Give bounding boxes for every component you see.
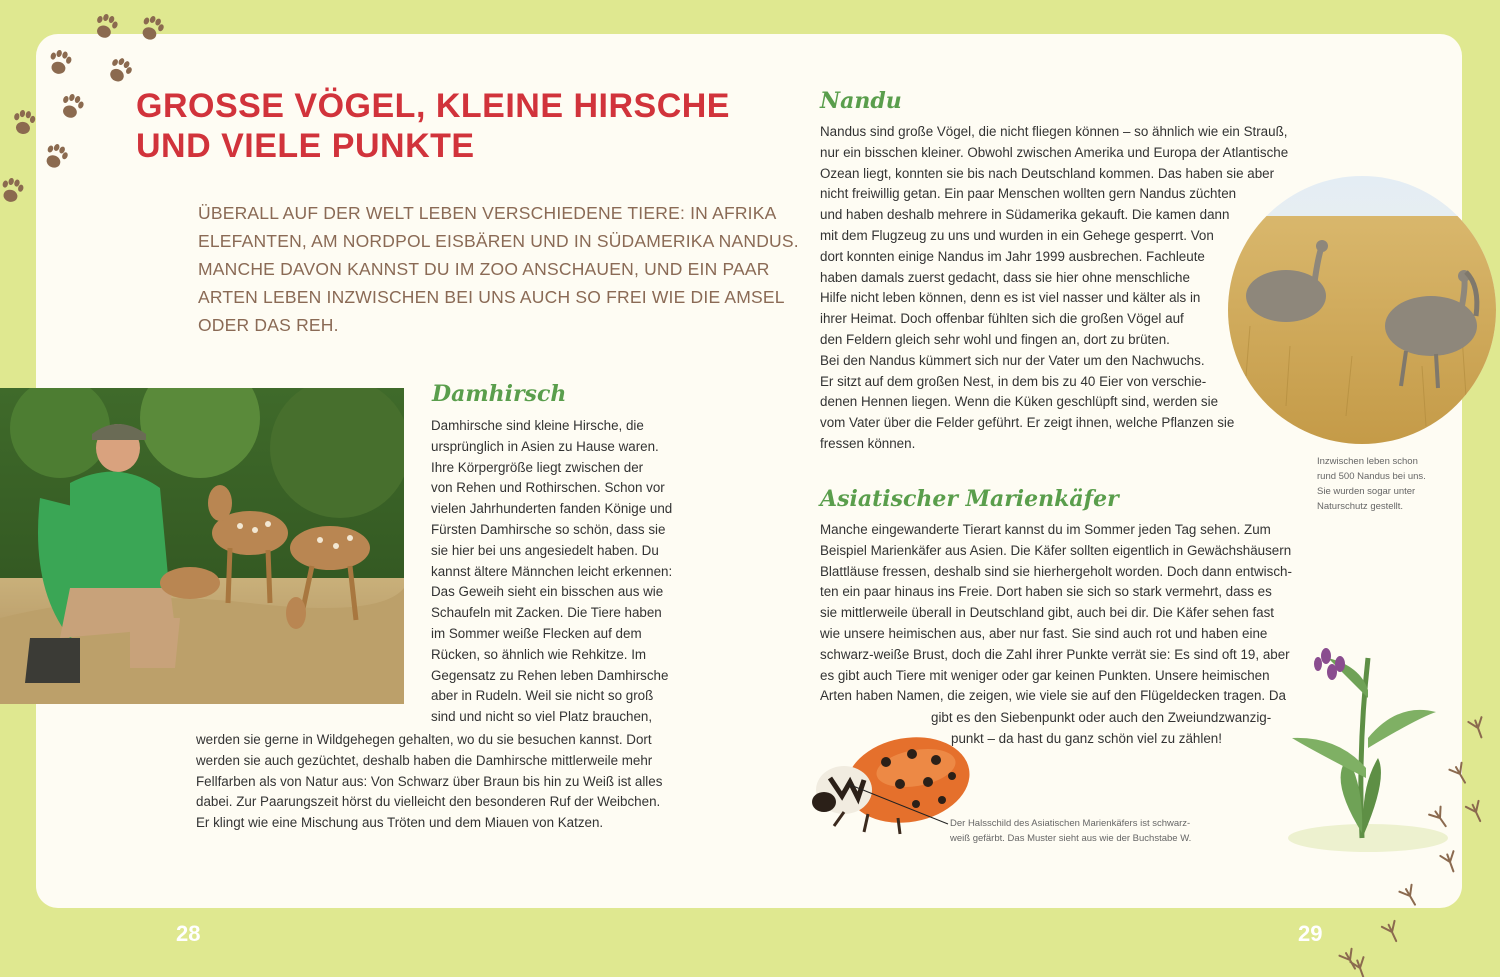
text-line: mit dem Flugzeug zu uns und wurden in ein Gehege gesperrt. Von [820, 227, 1214, 243]
text-line: Gegensatz zu Rehen leben Damhirsche [431, 667, 669, 683]
damhirsch-text-wide [196, 730, 662, 834]
text-line: Das Geweih sieht ein bisschen aus wie [431, 584, 664, 600]
caption-line: Naturschutz gestellt. [1317, 501, 1404, 512]
text-line: Er sitzt auf dem großen Nest, in dem bis zu 40 Eier von verschie- [820, 373, 1207, 389]
nandu-caption [1317, 454, 1426, 514]
nandu-photo [1226, 176, 1500, 448]
text-line: ten ein paar hinaus ins Freie. Dort haben sie sich so stark vermehrt, dass es [820, 584, 1272, 600]
text-line: werden sie gerne in Wildgehegen gehalten, wo du sie besuchen kannst. Dort [196, 732, 652, 747]
text-line: schwarz-weiße Brust, doch die Zahl ihrer Punkte verrät sie: Es sind oft 19, aber [820, 646, 1290, 662]
caption-line: rund 500 Nandus bei uns. [1317, 471, 1426, 482]
marienkaefer-text [820, 520, 1292, 707]
text-line: dort konnten einige Nandus im Jahr 1999 ausbrechen. Fachleute [820, 248, 1205, 264]
text-line: es gibt auch Tiere mit weniger oder gar keinen Punkten. Unsere heimischen [820, 667, 1270, 683]
intro-line: ELEFANTEN, AM NORDPOL EISBÄREN UND IN SÜDAMERIKA NANDUS. [198, 231, 799, 251]
text-line: ihrer Heimat. Doch offenbar fühlten sich die großen Vögel auf [820, 311, 1184, 327]
text-line: von Rehen und Rothirschen. Schon vor [431, 480, 665, 496]
nandu-text [820, 122, 1288, 455]
text-line: vom Vater über die Felder geführt. Er zeigt ihnen, welche Pflanzen sie [820, 415, 1235, 431]
intro-line: ARTEN LEBEN INZWISCHEN BEI UNS AUCH SO FREI WIE DIE AMSEL [198, 287, 785, 307]
damhirsch-heading: Damhirsch [432, 381, 567, 407]
text-line: sie hier bei uns angesiedelt haben. Du [431, 542, 659, 558]
text-line: dabei. Zur Paarungszeit hörst du vielleicht den besonderen Ruf der Weibchen. [196, 794, 661, 810]
text-line: werden sie auch gezüchtet, deshalb haben die Damhirsche mittlerweile mehr [196, 752, 653, 768]
text-line: sie mittlerweile überall in Deutschland gibt, auch bei dir. Die Käfer sehen fast [820, 605, 1275, 621]
text-line: und haben deshalb mehrere in Südamerika gekauft. Die kamen dann [820, 207, 1230, 223]
text-line: vielen Jahrhunderten fanden Könige und [431, 501, 673, 517]
title-line-2: UND VIELE PUNKTE [136, 127, 475, 165]
ladybug-caption [950, 816, 1191, 846]
text-line: im Sommer weiße Flecken auf dem [431, 625, 642, 641]
nandu-heading: Nandu [820, 88, 902, 114]
text-line: wie unsere heimischen aus, aber nur fast. Sie sind auch rot und haben eine [820, 625, 1268, 641]
text-line: Schaufeln mit Zacken. Die Tiere haben [431, 605, 662, 621]
text-line: nur ein bisschen kleiner. Obwohl zwischen Amerika und Europa der Atlantische [820, 144, 1289, 160]
text-line: Ozean liegt, konnten sie bis nach Deutschland kommen. Das haben sie aber [820, 165, 1275, 181]
text-line: Arten haben Namen, die zeigen, wie viele sie auf den Flügeldecken tragen. Da [820, 688, 1286, 704]
caption-line: Inzwischen leben schon [1317, 456, 1418, 467]
text-line: Fellfarben als von Natur aus: Von Schwarz über Braun bis hin zu Weiß ist alles [196, 773, 663, 789]
text-line: Bei den Nandus kümmert sich nur der Vater um den Nachwuchs. [820, 352, 1205, 368]
text-line: punkt – da hast du ganz schön viel zu zählen! [951, 730, 1222, 746]
intro-text [198, 199, 799, 339]
page-number-right: 29 [1298, 921, 1323, 946]
text-line: ursprünglich in Asien zu Hause waren. [431, 438, 659, 454]
text-line: haben damals zuerst gedacht, dass sie hier ohne menschliche [820, 269, 1190, 285]
damhirsch-text [431, 416, 672, 728]
text-line: Manche eingewanderte Tierart kannst du im Sommer jeden Tag sehen. Zum [820, 522, 1271, 537]
text-line: Rücken, so ähnlich wie Rehkitze. Im [431, 646, 647, 662]
marienkaefer-heading: Asiatischer Marienkäfer [820, 486, 1119, 512]
plant-illustration [1268, 628, 1448, 858]
text-line: Hilfe nicht leben können, denn es ist viel nasser und kälter als in [820, 290, 1201, 306]
text-line: Beispiel Marienkäfer aus Asien. Die Käfer sollten eigentlich in Gewächshäusern [820, 542, 1292, 558]
caption-line: Sie wurden sogar unter [1317, 486, 1416, 497]
text-line: Nandus sind große Vögel, die nicht fliegen können – so ähnlich wie ein Strauß, [820, 124, 1288, 139]
page-title [136, 86, 736, 166]
deer-photo [0, 388, 404, 704]
marienkaefer-text-indented [931, 708, 1271, 750]
text-line: Damhirsche sind kleine Hirsche, die [431, 418, 644, 433]
intro-line: MANCHE DAVON KANNST DU IM ZOO ANSCHAUEN, UND EIN PAAR [198, 259, 770, 279]
text-line: kannst ältere Männchen leicht erkennen: [431, 563, 673, 579]
text-line: Ihre Körpergröße liegt zwischen der [431, 459, 644, 475]
text-line: fressen können. [820, 435, 916, 451]
text-line: Fürsten Damhirsche so schön, dass sie [431, 521, 666, 537]
text-line: denen Hennen liegen. Wenn die Küken geschlüpft sind, werden sie [820, 394, 1219, 410]
text-line: Er klingt wie eine Mischung aus Tröten und dem Miauen von Katzen. [196, 815, 604, 831]
text-line: den Feldern gleich sehr wohl und fingen an, dort zu brüten. [820, 331, 1170, 347]
page-number-left: 28 [176, 921, 201, 946]
text-line: sind und nicht so viel Platz brauchen, [431, 709, 653, 725]
caption-line: Der Halsschild des Asiatischen Marienkäfers ist schwarz- [950, 818, 1191, 829]
text-line: Blattläuse fressen, deshalb sind sie hierhergeholt worden. Doch dann entwisch- [820, 563, 1292, 579]
text-line: gibt es den Siebenpunkt oder auch den Zweiundzwanzig- [931, 710, 1272, 725]
intro-line: ÜBERALL AUF DER WELT LEBEN VERSCHIEDENE TIERE: IN AFRIKA [198, 203, 777, 223]
text-line: aber in Rudeln. Weil sie nicht so groß [431, 688, 654, 704]
intro-line: ODER DAS REH. [198, 315, 339, 335]
title-line-1: GROSSE VÖGEL, KLEINE HIRSCHE [136, 87, 730, 125]
caption-line: weiß gefärbt. Das Muster sieht aus wie der Buchstabe W. [950, 833, 1192, 844]
text-line: nicht freiwillig getan. Ein paar Menschen wollten gern Nandus züchten [820, 186, 1237, 202]
